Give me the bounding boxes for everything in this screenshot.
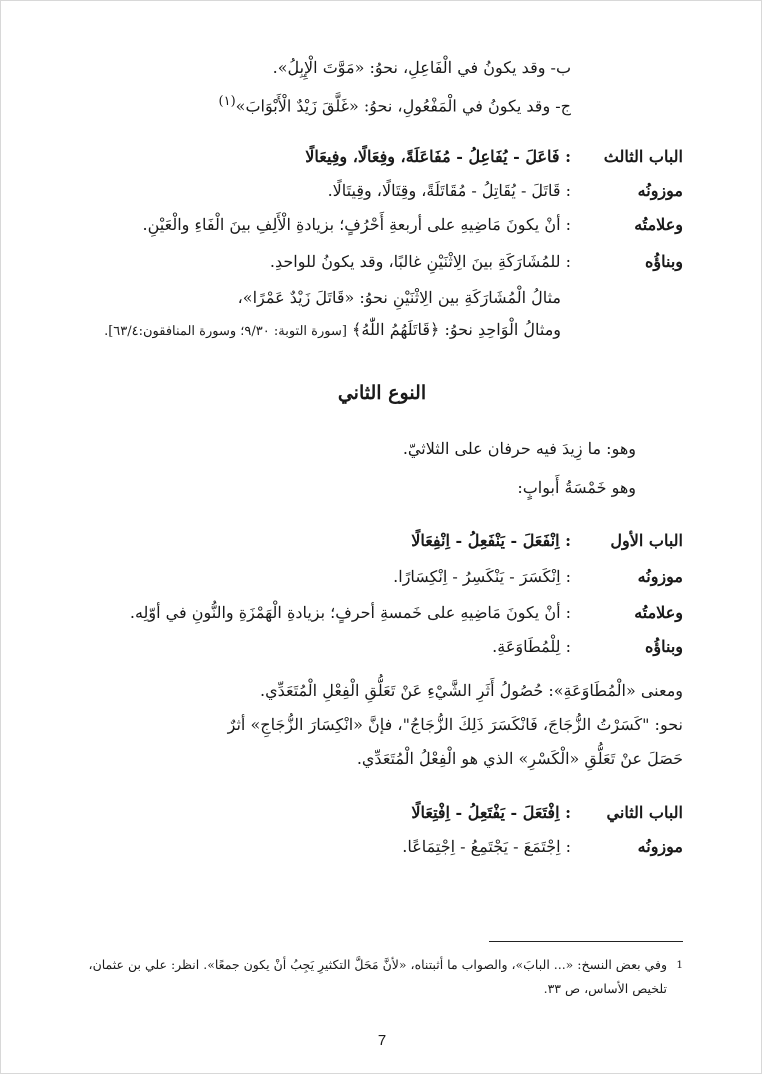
footnote-divider xyxy=(489,941,683,942)
bab3-alama-label: وعلامتُه xyxy=(634,215,683,234)
footnote-marker xyxy=(676,956,683,978)
bab3-bina-label: وبناؤُه xyxy=(645,252,683,271)
intro-line-2: وهو خَمْسَةُ أَبوابٍ: xyxy=(517,478,636,497)
footnote-line-1: وفي بعض النسخ: «... البابَ»، والصواب ما أثبتناه، «لأنَّ مَحَلَّ التكثيرِ يَجِبُ أنْ يكون جمعًا». انظر: علي بن عثمان، xyxy=(88,957,667,972)
bab3-pattern: : فَاعَلَ - يُفَاعِلُ - مُفَاعَلَةً، وفِعَالًا، وفِيعَالًا xyxy=(305,147,571,166)
bab1-alama-label: وعلامتُه xyxy=(634,603,683,622)
line-b: ب- وقد يكونُ في الْفَاعِلِ، نحوُ: «مَوَّتَ الْإِبِلُ». xyxy=(272,58,571,77)
bab1-bina-label: وبناؤُه xyxy=(645,637,683,656)
bab3-label: الباب الثالث xyxy=(603,147,683,166)
footnote-number: 1 xyxy=(676,959,683,971)
bab3-example-2 xyxy=(104,319,561,343)
line-j xyxy=(219,91,571,117)
bab1-pattern: : اِنْفَعَلَ - يَنْفَعِلُ - اِنْفِعَالًا xyxy=(411,531,571,550)
example-line-1: نحو: "كَسَرْتُ الزُّجَاجَ، فَانْكَسَرَ ذَلِكَ الزُّجَاجُ"، فإنَّ «انْكِسَارَ الزُّجَاجِ» أثرٌ xyxy=(227,715,683,734)
bab1-bina-value: : لِلْمُطَاوَعَةِ. xyxy=(492,637,571,656)
page-number: 7 xyxy=(377,1032,387,1049)
intro-line-1: وهو: ما زِيدَ فيه حرفان على الثلاثيّ. xyxy=(402,439,636,458)
bab3-example-2-text: ومثالُ الْوَاحِدِ نحوُ: ﴿قَاتَلَهُمُ اللّٰهُ﴾ xyxy=(352,320,561,339)
quran-reference: [سورة التوبة: ٩/٣٠؛ وسورة المنافقون:٦٣/٤]. xyxy=(104,324,347,339)
bab3-wazn-label: موزونُه xyxy=(637,181,683,200)
bab1-wazn-label: موزونُه xyxy=(637,567,683,586)
bab2-wazn-label: موزونُه xyxy=(637,837,683,856)
bab1-alama-value: : أنْ يكونَ مَاضِيهِ على خَمسةِ أحرفٍ؛ بزيادةِ الْهَمْزَةِ والنُّونِ في أوّلِه. xyxy=(129,603,571,622)
bab2-label: الباب الثاني xyxy=(606,803,683,822)
mutawaa-meaning: ومعنى «الْمُطَاوَعَةِ»: حُصُولُ أَثَرِ الشَّيْءِ عَنْ تَعَلُّقِ الْفِعْلِ الْمُتَعَدِّي. xyxy=(259,681,683,700)
footnote-ref: (١) xyxy=(218,94,236,109)
bab3-bina-value: : للمُشَارَكَةِ بينَ الِاثْنَيْنِ غالبًا، وقد يكونُ للواحدِ. xyxy=(269,252,571,271)
footnote-line-2: تلخيص الأساس، ص ٣٣. xyxy=(543,981,667,996)
bab1-label: الباب الأول xyxy=(610,531,683,550)
line-j-text: ج- وقد يكونُ في الْمَفْعُولِ، نحوُ: «غَلَّقَ زَيْدٌ الْأَبْوَابَ» xyxy=(235,96,571,116)
bab3-wazn-value: : قَاتَلَ - يُقَاتِلُ - مُقَاتَلَةً، وقِتَالًا، وقِيتَالًا. xyxy=(327,181,571,200)
bab2-pattern: : اِفْتَعَلَ - يَفْتَعِلُ - اِفْتِعَالًا xyxy=(411,803,571,822)
bab1-wazn-value: : اِنْكَسَرَ - يَنْكَسِرُ - اِنْكِسَارًا. xyxy=(393,567,571,586)
bab2-wazn-value: : اِجْتَمَعَ - يَجْتَمِعُ - اِجْتِمَاعًا. xyxy=(402,837,571,856)
example-line-2: حَصَلَ عنْ تَعَلُّقِ «الْكَسْرِ» الذي هو الْفِعْلُ الْمُتَعَدِّي. xyxy=(356,749,683,768)
bab3-example-1: مثالُ الْمُشَارَكَةِ بين الِاثْنَيْنِ نحوُ: «قَاتَلَ زَيْدٌ عَمْرًا»، xyxy=(237,288,561,307)
bab3-alama-value: : أنْ يكونَ مَاضِيهِ على أربعةِ أَحْرُفٍ؛ بزيادةِ الْأَلِفِ بينَ الْفَاءِ والْعَيْنِ. xyxy=(142,215,571,234)
section-heading: النوع الثاني xyxy=(337,382,427,404)
